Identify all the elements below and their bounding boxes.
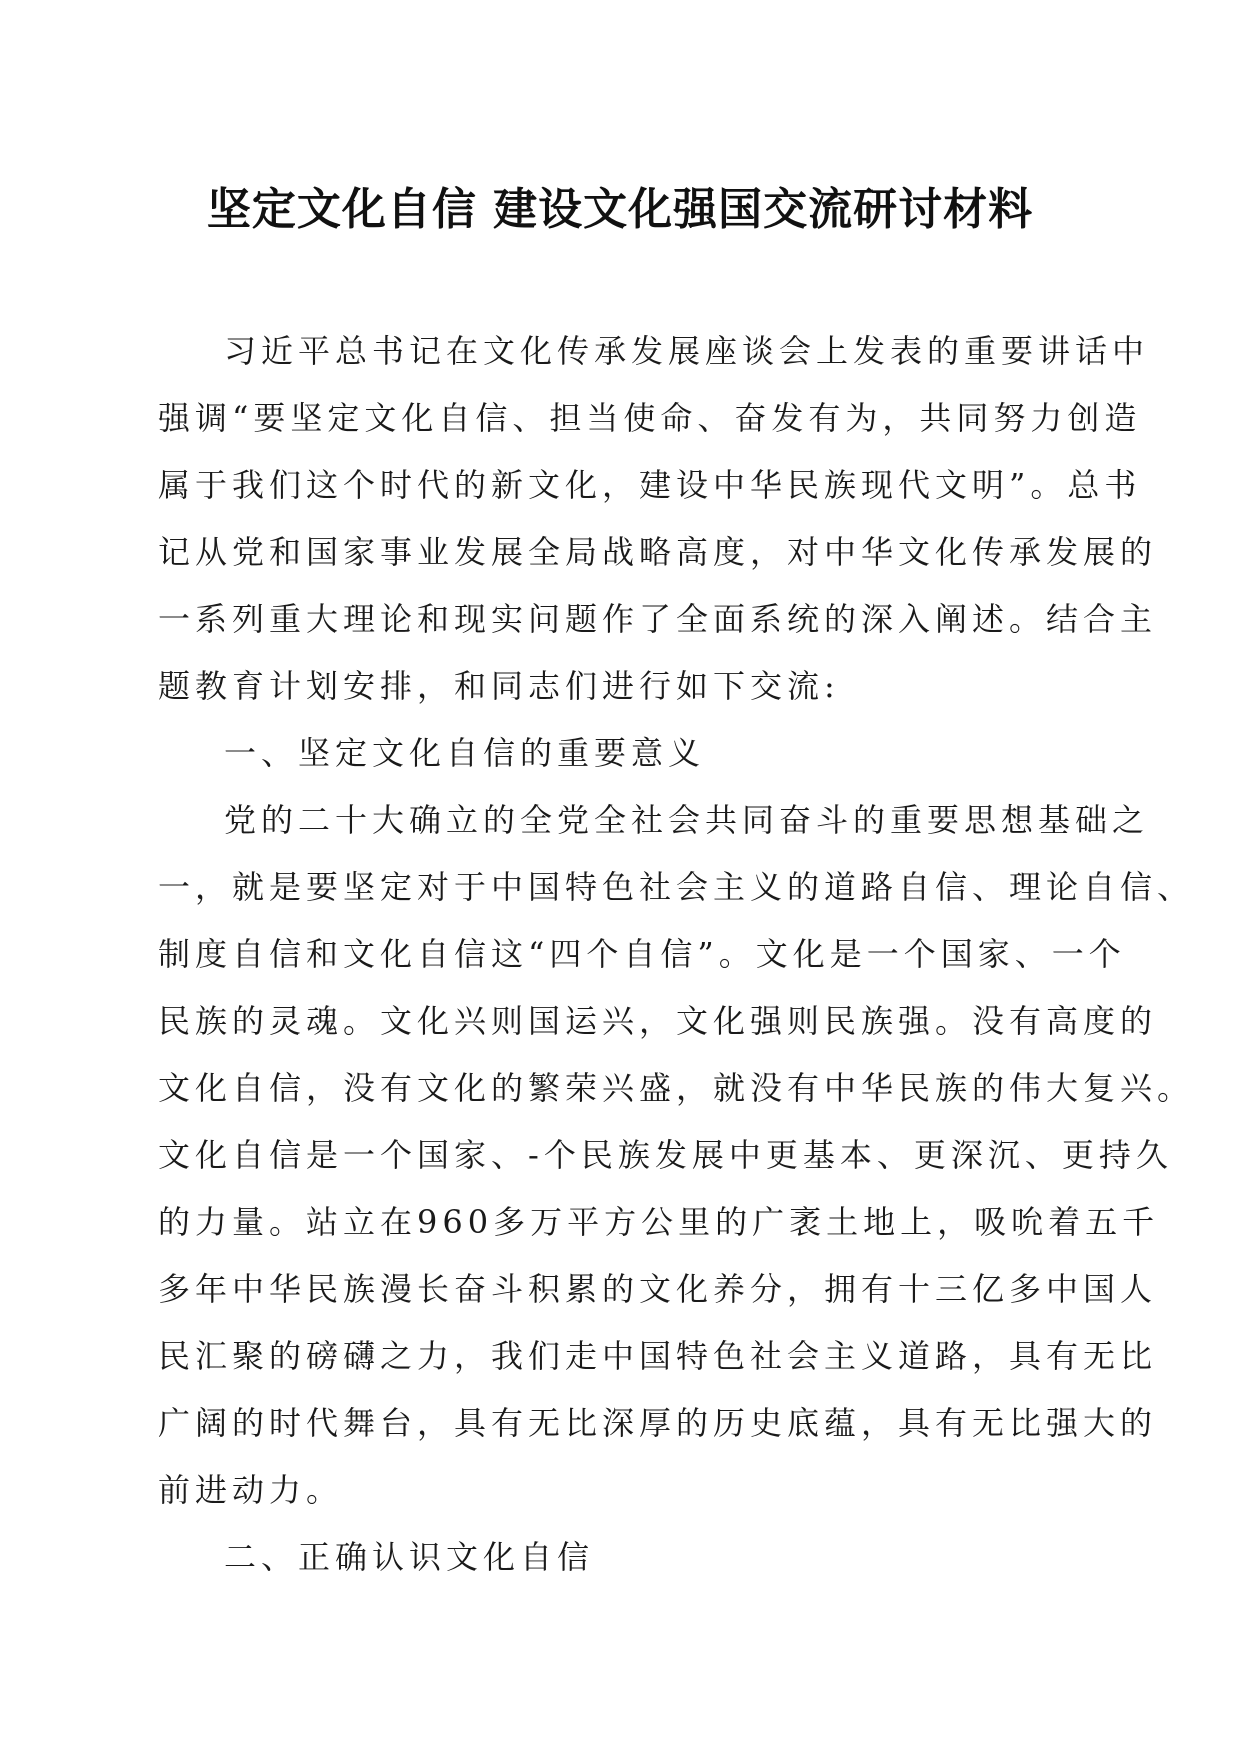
body-line: 多年中华民族漫长奋斗积累的文化养分，拥有十三亿多中国人 [158, 1270, 1158, 1308]
body-line: 党的二十大确立的全党全社会共同奋斗的重要思想基础之 [224, 801, 1150, 839]
body-line: 题教育计划安排，和同志们进行如下交流: [158, 667, 840, 705]
body-line: 二、正确认识文化自信 [224, 1538, 595, 1576]
body-line: 文化自信，没有文化的繁荣兴盛，就没有中华民族的伟大复兴。 [158, 1069, 1195, 1107]
document-title: 坚定文化自信 建设文化强国交流研讨材料 [206, 184, 1034, 235]
document-body [158, 318, 1195, 1591]
body-line: 的力量。站立在960多万平方公里的广袤土地上，吸吮着五千 [158, 1203, 1160, 1241]
body-line: 广阔的时代舞台，具有无比深厚的历史底蕴，具有无比强大的 [158, 1404, 1158, 1442]
body-line: 制度自信和文化自信这“四个自信”。文化是一个国家、一个 [158, 935, 1126, 973]
body-line: 一，就是要坚定对于中国特色社会主义的道路自信、理论自信、 [158, 868, 1195, 906]
body-line: 前进动力。 [158, 1471, 344, 1509]
body-line: 一系列重大理论和现实问题作了全面系统的深入阐述。结合主 [158, 600, 1158, 638]
body-line: 民汇聚的磅礴之力，我们走中国特色社会主义道路，具有无比 [158, 1337, 1158, 1375]
body-line: 属于我们这个时代的新文化，建设中华民族现代文明”。总书 [158, 466, 1142, 504]
body-line: 文化自信是一个国家、-个民族发展中更基本、更深沉、更持久 [158, 1136, 1173, 1174]
body-line: 强调“要坚定文化自信、担当使命、奋发有为，共同努力创造 [158, 399, 1142, 437]
body-line: 习近平总书记在文化传承发展座谈会上发表的重要讲话中 [224, 332, 1150, 370]
body-line: 记从党和国家事业发展全局战略高度，对中华文化传承发展的 [158, 533, 1158, 571]
body-line: 民族的灵魂。文化兴则国运兴，文化强则民族强。没有高度的 [158, 1002, 1158, 1040]
body-line: 一、坚定文化自信的重要意义 [224, 734, 706, 772]
